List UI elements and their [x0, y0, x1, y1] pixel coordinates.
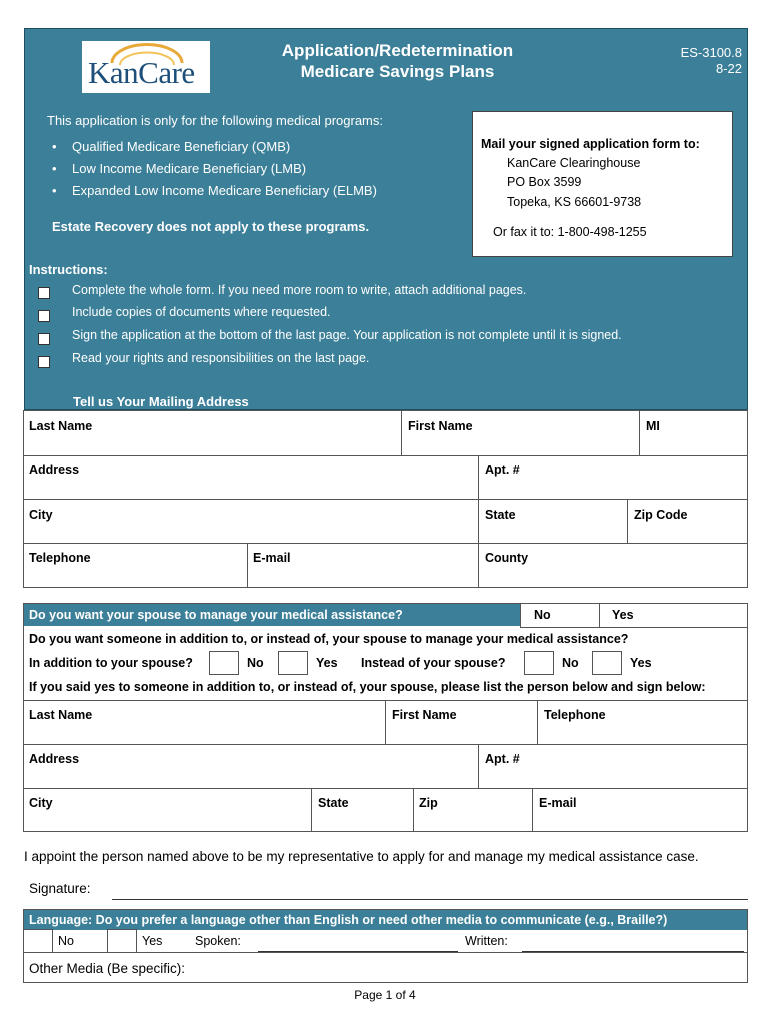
last-name-label: Last Name: [29, 419, 93, 433]
logo-text: KanCare: [88, 55, 195, 90]
first-name-field[interactable]: [401, 410, 640, 456]
instead-no-checkbox[interactable]: [524, 651, 554, 675]
form-date: 8-22: [715, 61, 742, 76]
mi-field[interactable]: [639, 410, 748, 456]
in-addition-no-label: No: [247, 656, 264, 670]
apt-label: Apt. #: [485, 463, 520, 477]
city-label: City: [29, 508, 53, 522]
rep-city-field[interactable]: [23, 788, 312, 832]
language-yes-checkbox[interactable]: [107, 929, 137, 953]
mail-line: PO Box 3599: [507, 175, 582, 189]
in-addition-yes-label: Yes: [316, 656, 338, 670]
signature-line[interactable]: [112, 899, 748, 900]
program-item: • Low Income Medicare Beneficiary (LMB): [52, 161, 307, 176]
form-title: Application/Redetermination: [281, 41, 514, 60]
telephone-label: Telephone: [29, 551, 91, 565]
spoken-label: Spoken:: [195, 934, 241, 948]
kancare-logo: [82, 41, 210, 93]
program-item: • Qualified Medicare Beneficiary (QMB): [52, 139, 291, 154]
email-label: E-mail: [253, 551, 291, 565]
zip-code-label: Zip Code: [634, 508, 688, 522]
in-addition-no-checkbox[interactable]: [209, 651, 239, 675]
state-label: State: [485, 508, 516, 522]
spoken-input-line[interactable]: [258, 951, 458, 952]
instruction-checkbox[interactable]: [38, 310, 50, 322]
rep-address-label: Address: [29, 752, 80, 766]
instruction-item: Include copies of documents where requested.: [72, 305, 331, 319]
written-input-line[interactable]: [522, 951, 744, 952]
instruction-checkbox[interactable]: [38, 287, 50, 299]
in-addition-label: In addition to your spouse?: [29, 656, 193, 670]
email-field[interactable]: [247, 543, 479, 588]
language-question: Language: Do you prefer a language other than English or need other media to communicate (e.g., Braille?): [29, 913, 668, 927]
appoint-statement: I appoint the person named above to be my representative to apply for and manage my medical assistance case.: [24, 849, 699, 864]
list-person-prompt: If you said yes to someone in addition to, or instead of, your spouse, please list the person below and sign below:: [29, 680, 706, 694]
rep-zip-field[interactable]: [413, 788, 533, 832]
rep-zip-label: Zip: [419, 796, 438, 810]
rep-address-field[interactable]: [23, 744, 479, 789]
rep-last-name-field[interactable]: [23, 700, 386, 745]
last-name-field[interactable]: [23, 410, 402, 456]
county-label: County: [485, 551, 529, 565]
written-label: Written:: [465, 934, 508, 948]
mailing-address-heading: Tell us Your Mailing Address: [73, 394, 249, 409]
rep-apt-field[interactable]: [478, 744, 748, 789]
language-no-checkbox[interactable]: [23, 929, 53, 953]
estate-recovery-note: Estate Recovery does not apply to these programs.: [52, 219, 370, 234]
mail-line: Topeka, KS 66601-9738: [507, 195, 642, 209]
instruction-checkbox[interactable]: [38, 356, 50, 368]
instruction-item: Read your rights and responsibilities on the last page.: [72, 351, 370, 365]
spouse-no-option[interactable]: [520, 603, 600, 628]
rep-state-field[interactable]: [311, 788, 414, 832]
spouse-question: Do you want your spouse to manage your medical assistance?: [29, 608, 403, 622]
spouse-yes-label: Yes: [612, 608, 634, 622]
form-subtitle: Medicare Savings Plans: [300, 62, 495, 81]
instead-no-label: No: [562, 656, 579, 670]
programs-intro: This application is only for the following medical programs:: [47, 113, 383, 128]
additional-manager-question: Do you want someone in addition to, or instead of, your spouse to manage your medical assistance?: [29, 632, 629, 646]
rep-last-name-label: Last Name: [29, 708, 93, 722]
language-no-label: No: [58, 934, 74, 948]
in-addition-yes-checkbox[interactable]: [278, 651, 308, 675]
rep-state-label: State: [318, 796, 349, 810]
instruction-checkbox[interactable]: [38, 333, 50, 345]
fax-line: Or fax it to: 1-800-498-1255: [493, 225, 647, 239]
city-field[interactable]: [23, 499, 479, 544]
program-item: • Expanded Low Income Medicare Beneficiary (ELMB): [52, 183, 377, 198]
telephone-field[interactable]: [23, 543, 248, 588]
spouse-no-label: No: [534, 608, 551, 622]
instead-yes-checkbox[interactable]: [592, 651, 622, 675]
rep-first-name-label: First Name: [392, 708, 457, 722]
form-number: ES-3100.8: [680, 45, 742, 60]
rep-email-field[interactable]: [532, 788, 748, 832]
mi-label: MI: [646, 419, 660, 433]
address-field[interactable]: [23, 455, 479, 500]
rep-telephone-label: Telephone: [544, 708, 606, 722]
mail-to-box: [472, 111, 733, 257]
other-media-label: Other Media (Be specific):: [29, 961, 186, 976]
instruction-item: Sign the application at the bottom of the last page. Your application is not complete until it is signed.: [72, 328, 622, 342]
mail-line: KanCare Clearinghouse: [507, 156, 641, 170]
instructions-heading: Instructions:: [29, 262, 108, 277]
mail-heading: Mail your signed application form to:: [481, 137, 700, 151]
signature-label: Signature:: [29, 881, 91, 896]
address-label: Address: [29, 463, 80, 477]
rep-email-label: E-mail: [539, 796, 577, 810]
rep-apt-label: Apt. #: [485, 752, 520, 766]
instruction-item: Complete the whole form. If you need more room to write, attach additional pages.: [72, 283, 527, 297]
rep-first-name-field[interactable]: [385, 700, 538, 745]
county-field[interactable]: [478, 543, 748, 588]
instead-label: Instead of your spouse?: [361, 656, 506, 670]
language-yes-label: Yes: [142, 934, 163, 948]
first-name-label: First Name: [408, 419, 473, 433]
rep-telephone-field[interactable]: [537, 700, 748, 745]
rep-city-label: City: [29, 796, 53, 810]
instead-yes-label: Yes: [630, 656, 652, 670]
page-number: Page 1 of 4: [354, 988, 416, 1002]
apt-field[interactable]: [478, 455, 748, 500]
